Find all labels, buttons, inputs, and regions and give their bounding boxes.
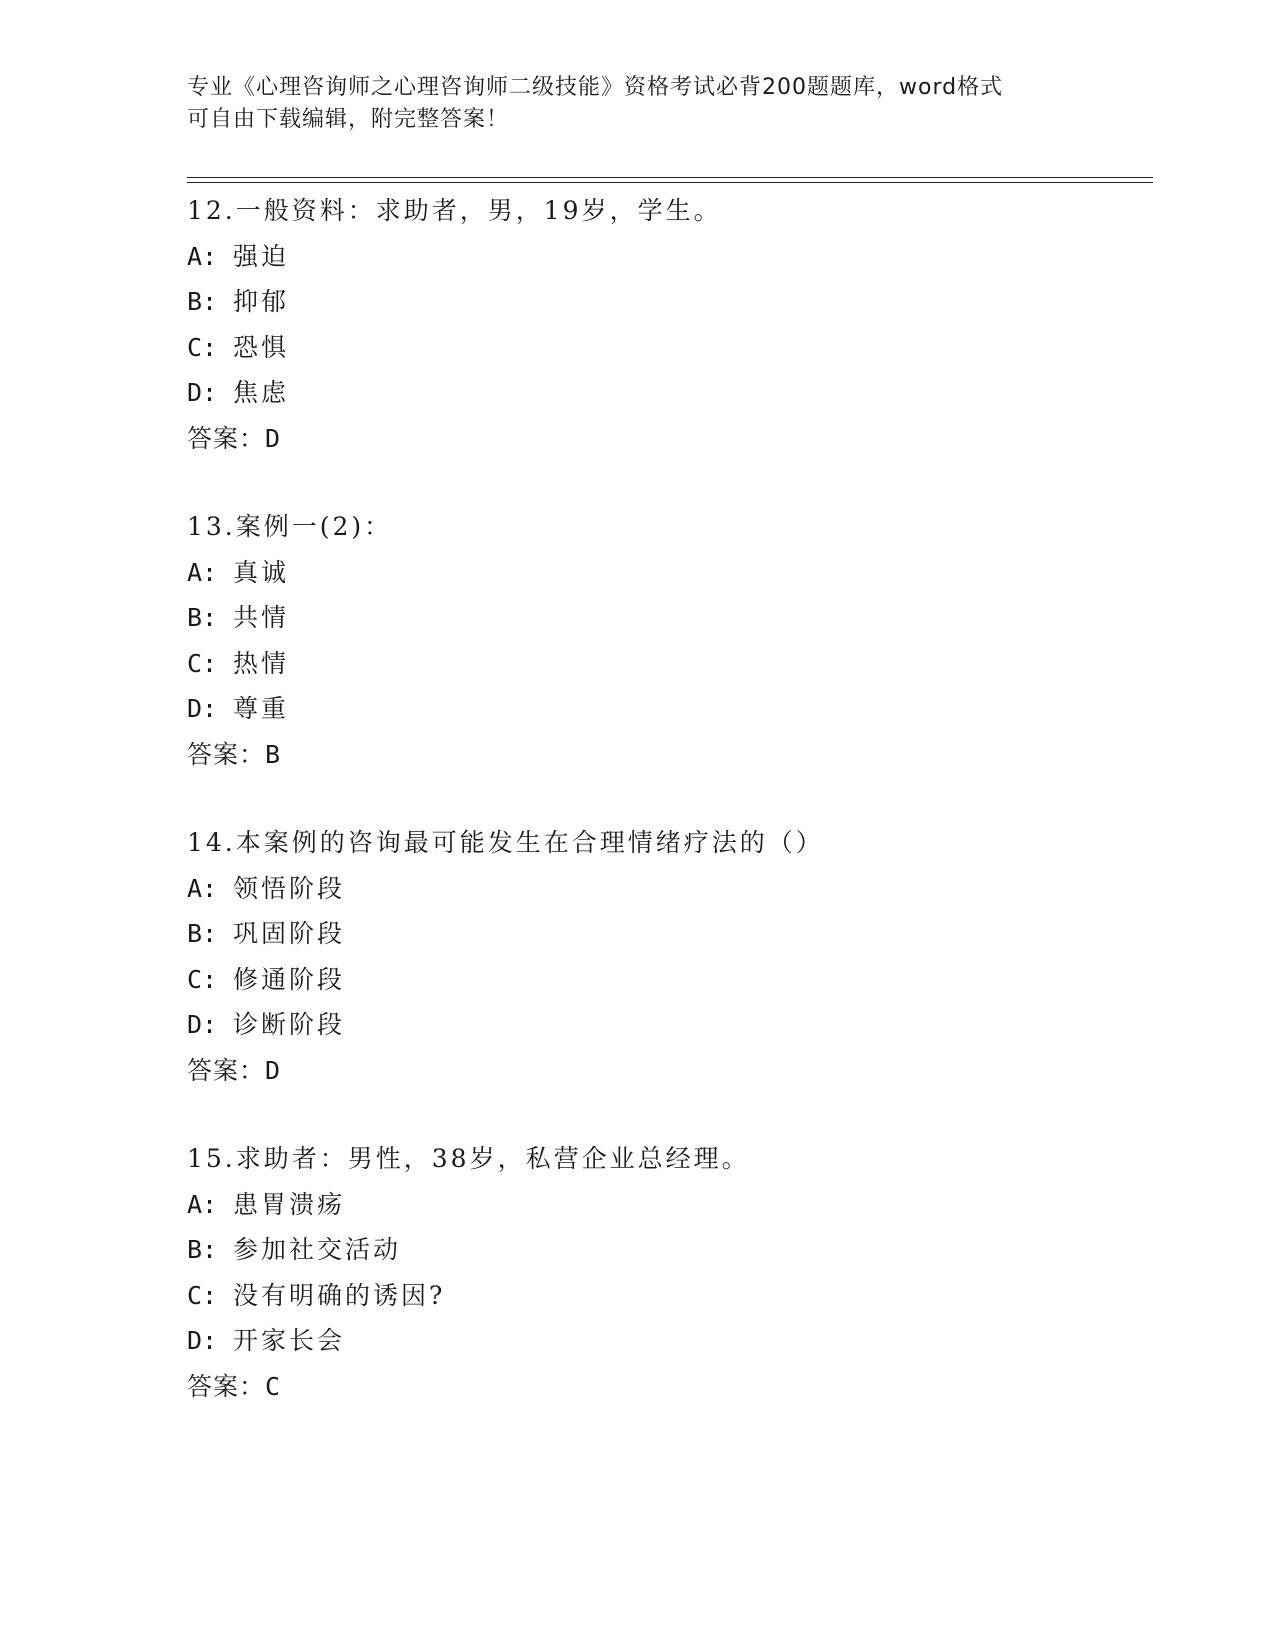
answer-label: 答案：	[187, 739, 266, 769]
option-key: A:	[187, 873, 218, 903]
option-key: A:	[187, 557, 218, 587]
option-a	[187, 866, 1147, 912]
answer-value: B	[265, 739, 282, 769]
option-text: 领悟阶段	[233, 873, 346, 903]
answer-line	[187, 416, 1147, 462]
option-text: 抑郁	[233, 287, 290, 316]
option-d	[187, 370, 1147, 416]
option-text: 巩固阶段	[233, 919, 346, 948]
option-text: 恐惧	[233, 332, 290, 362]
option-key: C:	[187, 648, 218, 678]
option-text: 患胃溃疡	[233, 1189, 346, 1219]
option-key: B:	[187, 603, 218, 632]
option-text: 共情	[233, 603, 290, 632]
answer-label: 答案：	[187, 1055, 266, 1085]
option-key: B:	[187, 919, 218, 948]
answer-value: D	[265, 1055, 282, 1085]
question-14	[187, 820, 1147, 1093]
option-b	[187, 911, 1147, 957]
option-text: 参加社交活动	[233, 1235, 402, 1264]
option-d	[187, 1318, 1147, 1364]
answer-line	[187, 1364, 1147, 1410]
option-a	[187, 1182, 1147, 1228]
option-c	[187, 325, 1147, 371]
question-15	[187, 1136, 1147, 1409]
option-key: A:	[187, 241, 218, 271]
option-key: D:	[187, 378, 218, 407]
option-text: 强迫	[233, 241, 290, 271]
header-divider-top	[187, 177, 1153, 178]
question-13	[187, 504, 1147, 777]
option-key: B:	[187, 1235, 218, 1264]
option-text: 尊重	[233, 694, 290, 723]
answer-line	[187, 1048, 1147, 1094]
option-text: 修通阶段	[233, 964, 346, 994]
question-stem: 13.案例一(2)：	[187, 512, 393, 541]
option-text: 焦虑	[233, 378, 290, 407]
answer-line	[187, 732, 1147, 778]
option-text: 热情	[233, 648, 290, 678]
question-stem: 14.本案例的咨询最可能发生在合理情绪疗法的（）	[187, 828, 824, 857]
document-header	[187, 72, 1087, 136]
option-key: D:	[187, 694, 218, 723]
option-key: D:	[187, 1010, 218, 1039]
option-key: B:	[187, 287, 218, 316]
option-key: C:	[187, 332, 218, 362]
option-key: C:	[187, 964, 218, 994]
question-stem: 15.求助者：男性，38岁，私营企业总经理。	[187, 1144, 750, 1173]
answer-value: D	[265, 423, 282, 453]
answer-label: 答案：	[187, 1371, 266, 1401]
option-key: A:	[187, 1189, 218, 1219]
header-line-2: 可自由下载编辑，附完整答案！	[187, 107, 510, 132]
header-line-1: 专业《心理咨询师之心理咨询师二级技能》资格考试必背200题题库，word格式	[187, 75, 1004, 100]
option-c	[187, 641, 1147, 687]
option-b	[187, 279, 1147, 325]
option-d	[187, 1002, 1147, 1048]
option-text: 开家长会	[233, 1326, 346, 1355]
option-c	[187, 1273, 1147, 1319]
option-b	[187, 595, 1147, 641]
option-text: 真诚	[233, 557, 290, 587]
option-a	[187, 234, 1147, 280]
question-stem: 12.一般资料：求助者，男，19岁，学生。	[187, 196, 722, 225]
option-text: 诊断阶段	[233, 1010, 346, 1039]
option-key: C:	[187, 1280, 218, 1310]
answer-label: 答案：	[187, 423, 266, 453]
question-12	[187, 188, 1147, 461]
question-list	[187, 188, 1147, 1452]
option-b	[187, 1227, 1147, 1273]
option-text: 没有明确的诱因?	[233, 1280, 446, 1310]
option-a	[187, 550, 1147, 596]
header-divider-bottom	[187, 182, 1153, 183]
option-c	[187, 957, 1147, 1003]
answer-value: C	[265, 1371, 282, 1401]
option-d	[187, 686, 1147, 732]
option-key: D:	[187, 1326, 218, 1355]
